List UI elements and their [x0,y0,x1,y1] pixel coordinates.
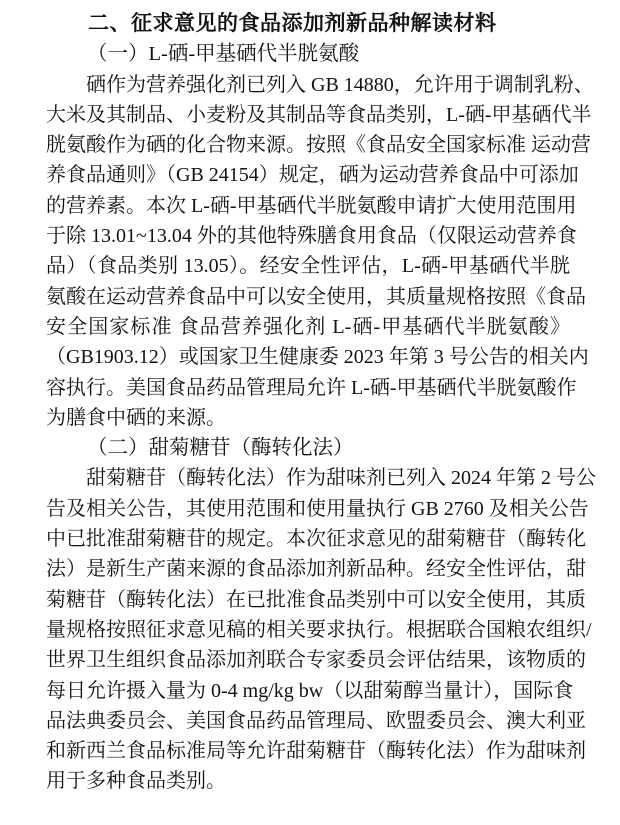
text-line: 品）（食品类别 13.05）。经安全性评估，L-硒-甲基硒代半胱 [46,255,570,278]
section-2-subheading: （二）甜菊糖苷（酶转化法） [87,437,354,460]
text-line: 大米及其制品、小麦粉及其制品等食品类别，L-硒-甲基硒代半 [46,103,592,126]
text-line: 养食品通则》（GB 24154）规定，硒为运动营养食品中可添加 [46,164,579,187]
text-line: 法）是新生产菌来源的食品添加剂新品种。经安全性评估，甜 [46,558,586,581]
text-line: 氨酸在运动营养食品中可以安全使用，其质量规格按照《食品 [46,285,586,308]
text-line: 容执行。美国食品药品管理局允许 L-硒-甲基硒代半胱氨酸作 [46,376,577,399]
text-line: 品法典委员会、美国食品药品管理局、欧盟委员会、澳大利亚 [46,709,586,732]
text-line: 中已批准甜菊糖苷的规定。本次征求意见的甜菊糖苷（酶转化 [46,528,586,551]
text-line: 用于多种食品类别。 [46,770,226,793]
text-line: 世界卫生组织食品添加剂联合专家委员会评估结果，该物质的 [46,649,586,672]
doc-heading: 二、征求意见的食品添加剂新品种解读材料 [88,12,497,35]
text-line: 安全国家标准 食品营养强化剂 L-硒-甲基硒代半胱氨酸》 [46,315,570,338]
text-line: 菊糖苷（酶转化法）在已批准食品类别中可以安全使用，其质 [46,588,586,611]
text-line: 量规格按照征求意见稿的相关要求执行。根据联合国粮农组织/ [46,618,592,641]
section-1-subheading: （一）L-硒-甲基硒代半胱氨酸 [87,43,360,66]
text-line: 甜菊糖苷（酶转化法）作为甜味剂已列入 2024 年第 2 号公 [86,467,596,490]
text-line: 每日允许摄入量为 0-4 mg/kg bw（以甜菊醇当量计），国际食 [46,679,574,702]
text-line: 为膳食中硒的来源。 [46,406,226,429]
text-line: 和新西兰食品标准局等允许甜菊糖苷（酶转化法）作为甜味剂 [46,740,586,763]
text-line: 于除 13.01~13.04 外的其他特殊膳食用食品（仅限运动营养食 [46,225,577,248]
text-line: 告及相关公告，其使用范围和使用量执行 GB 2760 及相关公告 [46,497,589,520]
text-line: 的营养素。本次 L-硒-甲基硒代半胱氨酸申请扩大使用范围用 [46,194,577,217]
text-line: 胱氨酸作为硒的化合物来源。按照《食品安全国家标准 运动营 [46,134,591,157]
text-line: 硒作为营养强化剂已列入 GB 14880，允许用于调制乳粉、 [86,73,594,96]
text-line: （GB1903.12）或国家卫生健康委 2023 年第 3 号公告的相关内 [46,346,589,369]
